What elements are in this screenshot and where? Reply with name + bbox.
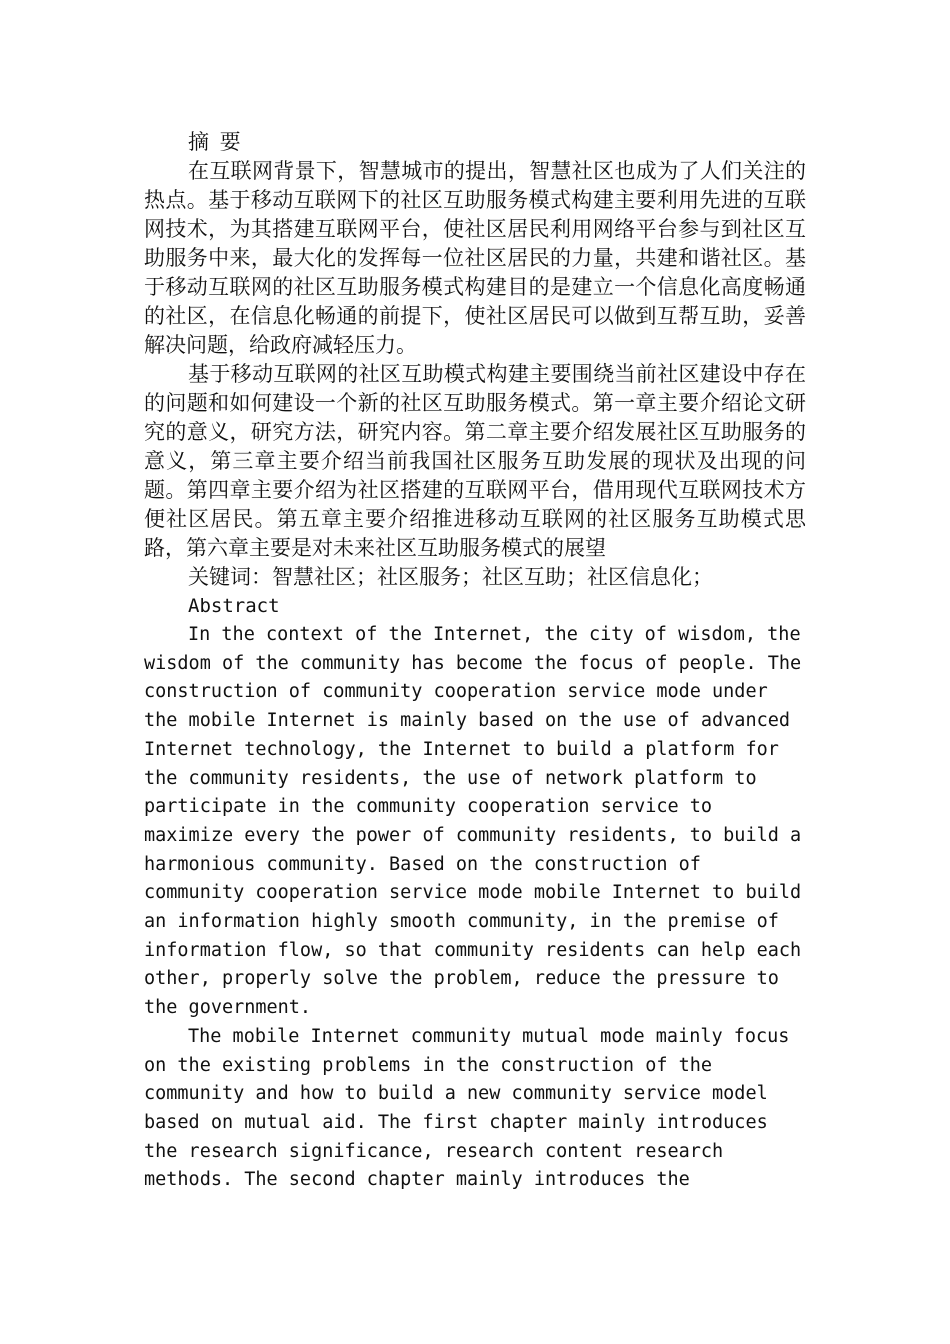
document-body [144,128,806,1195]
english-abstract-paragraph-1: In the context of the Internet, the city of wisdom, the wisdom of the community has become the focus of people. The construction of community cooperation service mode under the mobile Internet is mainly based on the use of advanced Internet technology, the Internet to build a platform for the community residents, the use of network platform to participate in the community cooperation service to maximize every the power of community residents, to build a harmonious community. Based on the construction of community cooperation service mode mobile Internet to build an information highly smooth community, in the premise of information flow, so that community residents can help each other, properly solve the problem, reduce the pressure to the government. [144,624,802,1019]
english-abstract-paragraph-2: The mobile Internet community mutual mode mainly focus on the existing problems in the construction of the community and how to build a new community service model based on mutual aid. The first chapter mainly introduces the research significance, research content research methods. The second chapter mainly introduces the [144,1025,790,1191]
english-abstract-heading: Abstract [188,595,280,617]
chinese-abstract-heading: 摘 要 [188,130,243,154]
chinese-abstract-paragraph-1: 在互联网背景下，智慧城市的提出，智慧社区也成为了人们关注的热点。基于移动互联网下的社区互助服务模式构建主要利用先进的互联网技术，为其搭建互联网平台，使社区居民利用网络平台参与到社区互助服务中来，最大化的发挥每一位社区居民的力量，共建和谐社区。基于移动互联网的社区互助服务模式构建目的是建立一个信息化高度畅通的社区，在信息化畅通的前提下，使社区居民可以做到互帮互助，妥善解决问题，给政府减轻压力。 [144,159,806,357]
chinese-keywords: 关键词：智慧社区；社区服务；社区互助；社区信息化； [188,565,713,589]
chinese-abstract-paragraph-2: 基于移动互联网的社区互助模式构建主要围绕当前社区建设中存在的问题和如何建设一个新的社区互助服务模式。第一章主要介绍论文研究的意义，研究方法，研究内容。第二章主要介绍发展社区互助服务的意义，第三章主要介绍当前我国社区服务互助发展的现状及出现的问题。第四章主要介绍为社区搭建的互联网平台，借用现代互联网技术方便社区居民。第五章主要介绍推进移动互联网的社区服务互助模式思路，第六章主要是对未来社区互助服务模式的展望 [144,362,806,560]
